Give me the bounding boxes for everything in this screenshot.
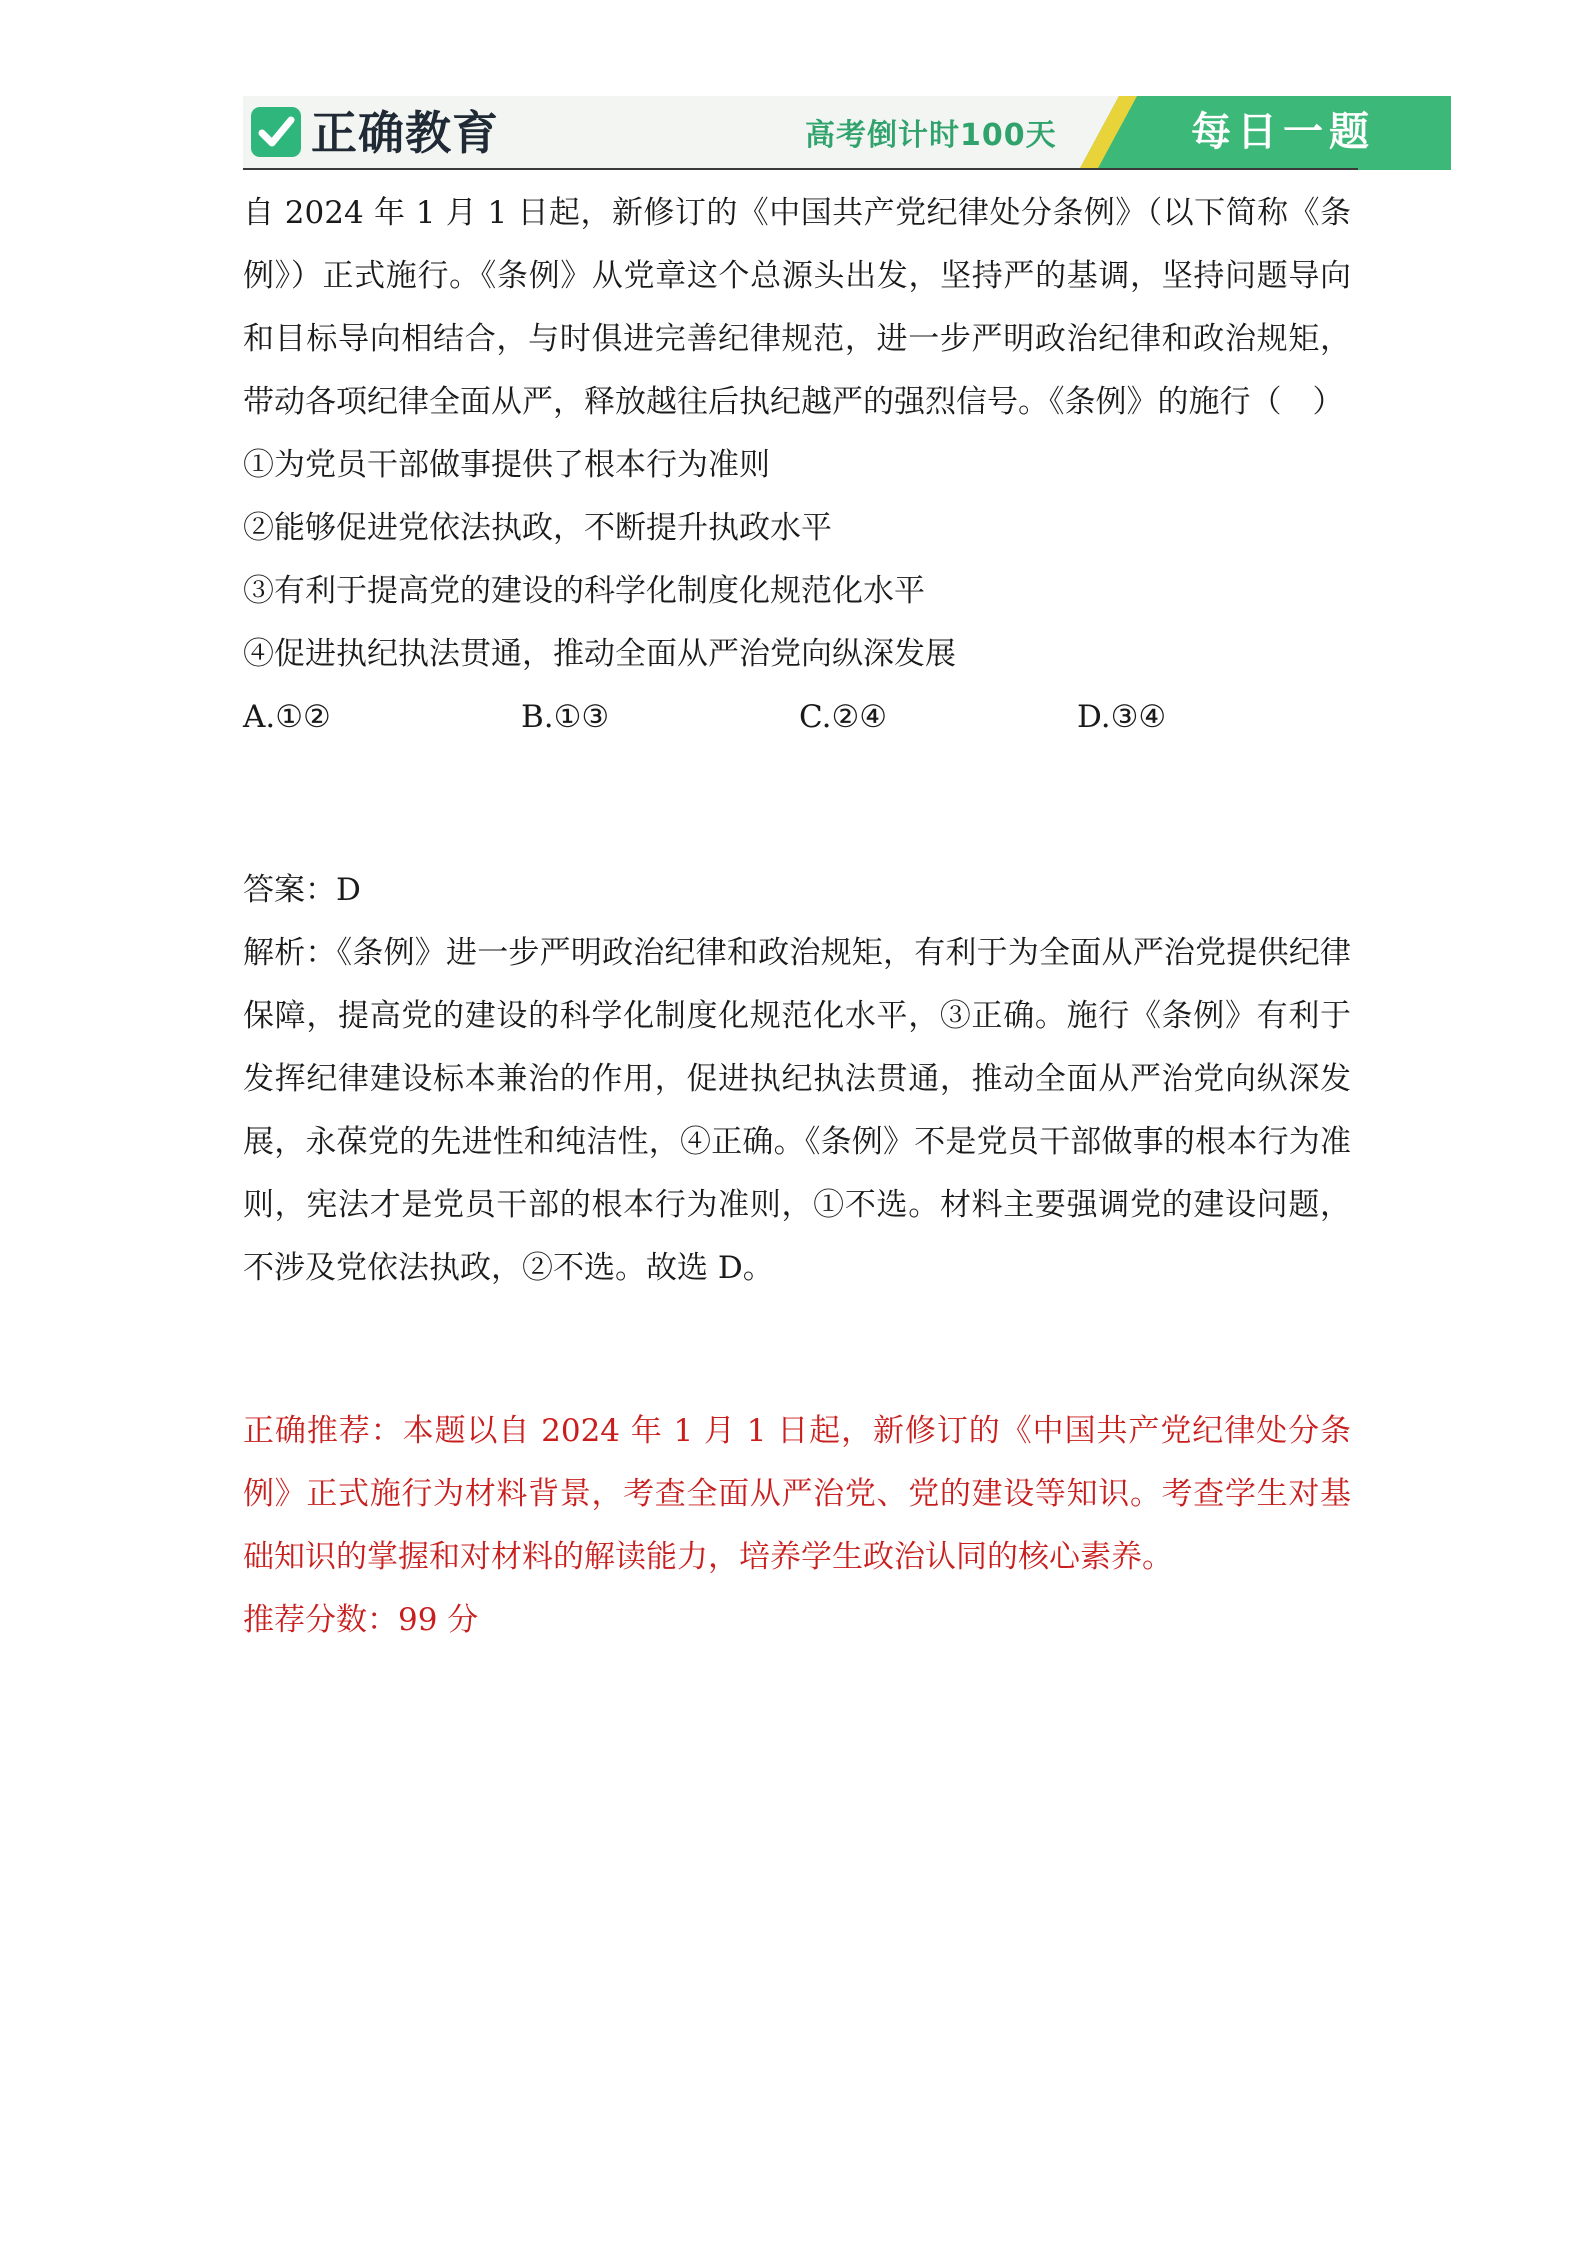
- check-logo-icon: [251, 107, 301, 157]
- header-divider: [243, 168, 1358, 170]
- recommendation-text: 正确推荐：本题以自 2024 年 1 月 1 日起，新修订的《中国共产党纪律处分条例》正式施行为材料背景，考查全面从严治党、党的建设等知识。考查学生对基础知识的掌握和对材料的解读能力，培养学生政治认同的核心素养。: [243, 1413, 1351, 1575]
- question-stem: 自 2024 年 1 月 1 日起，新修订的《中国共产党纪律处分条例》（以下简称《条例》）正式施行。《条例》从党章这个总源头出发，坚持严的基调，坚持问题导向和目标导向相结合，与时俱进完善纪律规范，进一步严明政治纪律和政治规矩，带动各项纪律全面从严，释放越往后执纪越严的强烈信号。《条例》的施行（ ）: [243, 195, 1351, 420]
- header-banner: [243, 96, 1451, 170]
- statement-2: ②能够促进党依法执政，不断提升执政水平: [243, 510, 832, 546]
- daily-question-badge: [1079, 96, 1451, 170]
- question-content: [243, 182, 1351, 1652]
- countdown-text: 高考倒计时100天: [805, 118, 1057, 153]
- spacer: [243, 1300, 1351, 1400]
- option-a: A.①②: [243, 699, 331, 735]
- statement-1: ①为党员干部做事提供了根本行为准则: [243, 447, 770, 483]
- statement-4: ④促进执纪执法贯通，推动全面从严治党向纵深发展: [243, 636, 956, 672]
- option-c: C.②④: [799, 699, 888, 735]
- spacer: [243, 749, 1351, 859]
- option-d: D.③④: [1077, 699, 1167, 735]
- daily-question-label: 每日一题: [1191, 109, 1375, 155]
- answer-label: 答案：D: [243, 872, 361, 908]
- answer-analysis: 解析：《条例》进一步严明政治纪律和政治规矩，有利于为全面从严治党提供纪律保障，提高党的建设的科学化制度化规范化水平，③正确。施行《条例》有利于发挥纪律建设标本兼治的作用，促进执纪执法贯通，推动全面从严治党向纵深发展，永葆党的先进性和纯洁性，④正确。《条例》不是党员干部做事的根本行为准则，宪法才是党员干部的根本行为准则，①不选。材料主要强调党的建设问题，不涉及党依法执政，②不选。故选 D。: [243, 935, 1351, 1286]
- recommendation-score: 推荐分数：99 分: [243, 1602, 479, 1638]
- statement-3: ③有利于提高党的建设的科学化制度化规范化水平: [243, 573, 925, 609]
- answer-options: [243, 686, 1351, 749]
- brand-name: 正确教育: [311, 106, 499, 160]
- option-b: B.①③: [521, 699, 610, 735]
